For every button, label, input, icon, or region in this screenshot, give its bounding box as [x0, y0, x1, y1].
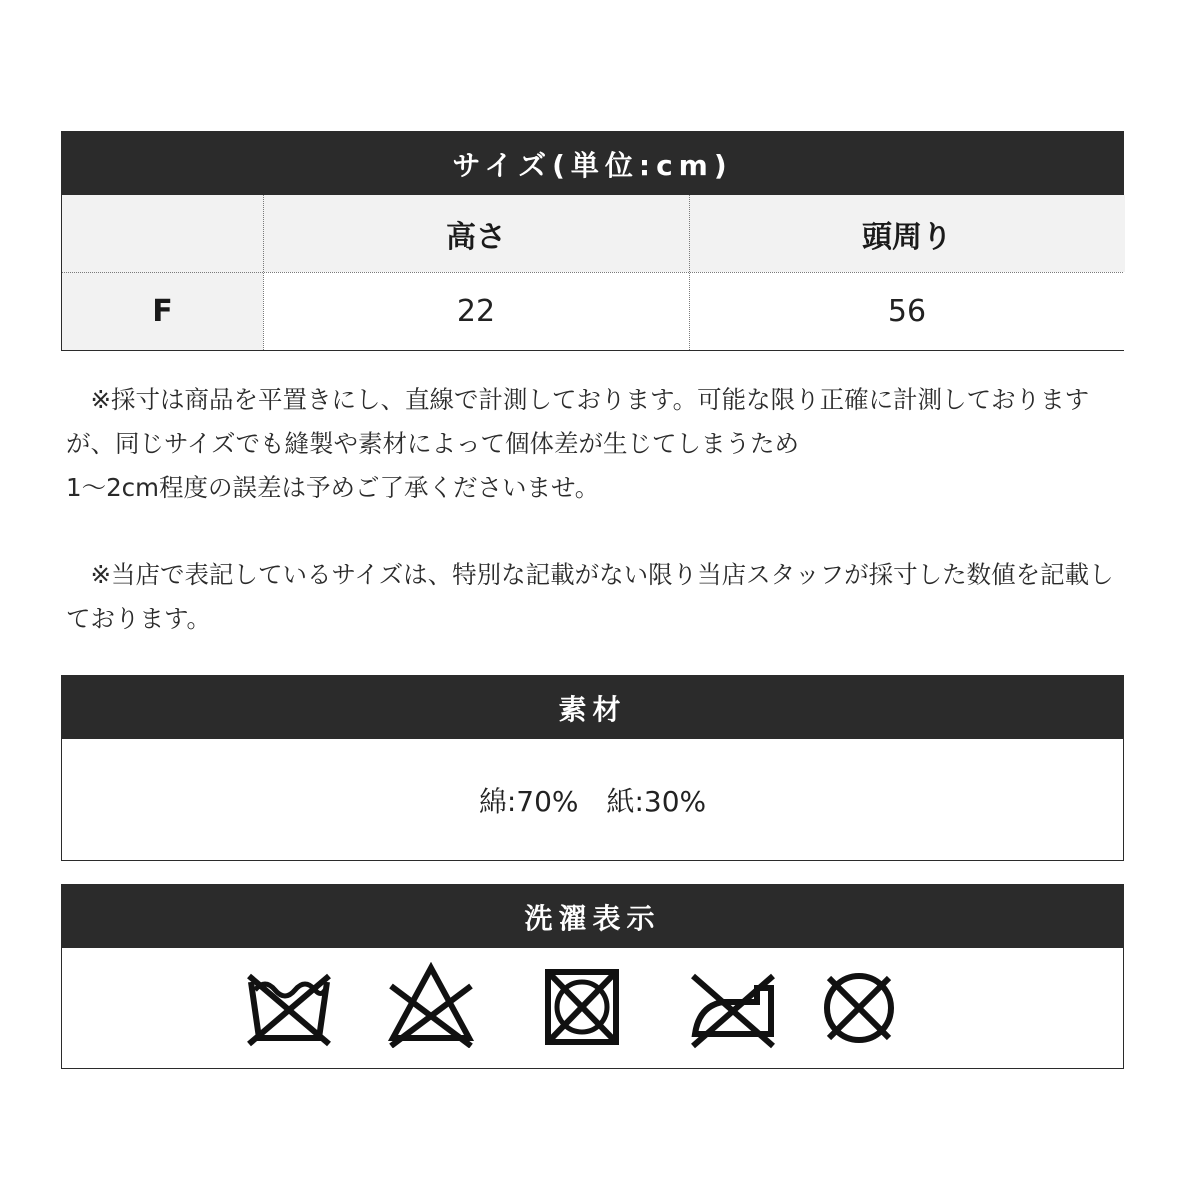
no-wash-icon [245, 968, 333, 1048]
measurement-note: ※採寸は商品を平置きにし、直線で計測しております。可能な限り正確に計測しておりますが、同じサイズでも縫製や素材によって個体差が生じてしまうため 1〜2cm程度の誤差は予めご了承くださいませ。 [66, 385, 1090, 502]
row-divider [62, 272, 1123, 273]
material-title: 素材 [62, 676, 1123, 739]
size-header-height: 高さ [263, 195, 689, 272]
size-source-note: ※当店で表記しているサイズは、特別な記載がない限り当店スタッフが採寸した数値を記載しております。 [66, 560, 1114, 633]
size-header-head-circumference: 頭周り [689, 195, 1125, 272]
care-section [61, 884, 1124, 1069]
no-dry-clean-icon [819, 970, 899, 1046]
size-table [61, 131, 1124, 351]
material-content: 綿:70% 紙:30% [478, 784, 707, 818]
size-value-head-circumference: 56 [689, 272, 1125, 350]
size-value-height: 22 [263, 272, 689, 350]
no-iron-icon [687, 966, 779, 1050]
size-header-empty [62, 195, 263, 272]
no-tumble-dry-icon [542, 966, 622, 1048]
no-bleach-icon [385, 962, 477, 1048]
size-table-title: サイズ(単位:cm) [62, 132, 1123, 195]
care-title: 洗濯表示 [62, 885, 1123, 948]
care-icons [62, 948, 1123, 1068]
size-row-label: F [62, 272, 263, 350]
material-section [61, 675, 1124, 861]
